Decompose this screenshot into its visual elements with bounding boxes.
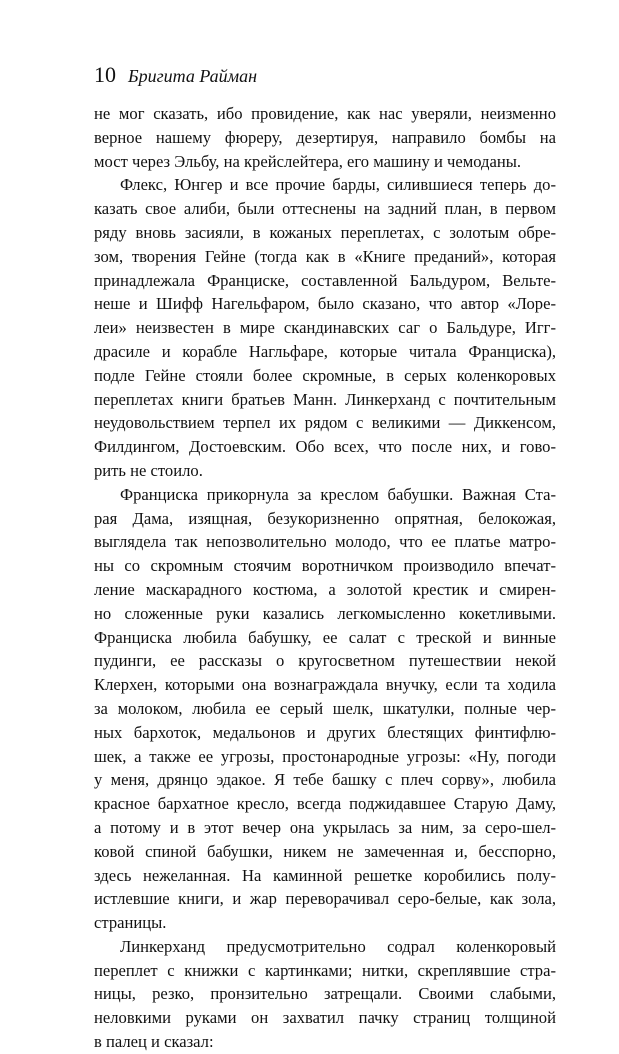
text-line: Клерхен, которыми она вознаграждала внучку, если та ходила xyxy=(94,675,556,695)
text-line: неше и Шифф Нагельфаром, было сказано, что автор «Лоре- xyxy=(94,294,556,314)
text-line: леи» неизвестен в мире скандинавских саг о Бальдуре, Игг- xyxy=(94,318,556,338)
text-line: ны со скромным стоячим воротничком производило впечат- xyxy=(94,556,556,576)
text-line: пудинги, ее рассказы о кругосветном путешествии некой xyxy=(94,651,556,671)
text-line: драсиле и корабле Нагльфаре, которые читала Франциска), xyxy=(94,341,556,361)
text-line: ницы, резко, пронзительно затрещали. Своими слабыми, xyxy=(94,984,556,1004)
text-line: неловкими руками он захватил пачку страниц толщиной xyxy=(94,1008,556,1028)
text-line: принадлежала Франциске, составленной Бальдуром, Вельте- xyxy=(94,270,556,290)
running-head xyxy=(94,62,556,90)
text-line: Филдингом, Достоевским. Обо всех, что после них, и гово- xyxy=(94,437,556,457)
text-line: в палец и сказал: xyxy=(94,1032,214,1052)
text-line: здесь нежеланная. На каминной решетке коробились полу- xyxy=(94,865,556,885)
text-line: переплетах книги братьев Манн. Линкерханд с почтительным xyxy=(94,389,556,409)
text-line: верное нашему фюреру, дезертируя, направило бомбы на xyxy=(94,127,556,147)
text-line: выглядела так непозволительно молодо, что ее платье матро- xyxy=(94,532,556,552)
text-line: шек, а также ее угрозы, простонародные угрозы: «Ну, погоди xyxy=(94,746,556,766)
text-line: Франциска прикорнула за креслом бабушки. Важная Ста- xyxy=(120,484,556,504)
text-line: ных бархоток, медальонов и других блестящих финтифлю- xyxy=(94,722,556,742)
text-line: а потому и в этот вечер она укрылась за ним, за серо-шел- xyxy=(94,817,556,837)
text-line: страницы. xyxy=(94,913,167,933)
header-author: Бригита Райман xyxy=(128,66,258,86)
book-page xyxy=(94,62,556,1054)
text-line: ковой спиной бабушки, никем не замеченная и, бесспорно, xyxy=(94,841,556,861)
text-line: подле Гейне стояли более скромные, в серых коленкоровых xyxy=(94,365,556,385)
text-line: истлевшие книги, и жар переворачивал серо-белые, как зола, xyxy=(94,889,556,909)
text-line: рая Дама, изящная, безукоризненно опрятная, белокожая, xyxy=(94,508,556,528)
text-line: за молоком, любила ее серый шелк, шкатулки, полные чер- xyxy=(94,698,556,718)
text-line: ряду вновь засияли, в кожаных переплетах, с золотым обре- xyxy=(94,222,556,242)
text-line: но сложенные руки казались легкомысленно кокетливыми. xyxy=(94,603,556,623)
text-line: Флекс, Юнгер и все прочие барды, силившиеся теперь до- xyxy=(120,175,556,195)
text-line: казать свое алиби, были оттеснены на задний план, в первом xyxy=(94,199,556,219)
text-line: ление маскарадного костюма, а золотой крестик и смирен- xyxy=(94,579,556,599)
text-line: Франциска любила бабушку, ее салат с треской и винные xyxy=(94,627,556,647)
page-number: 10 xyxy=(94,62,116,87)
text-line: зом, творения Гейне (тогда как в «Книге преданий», которая xyxy=(94,246,556,266)
text-line: переплет с книжки с картинками; нитки, скреплявшие стра- xyxy=(94,960,556,980)
text-line: не мог сказать, ибо провидение, как нас уверяли, неизменно xyxy=(94,104,556,123)
text-line: у меня, дрянцо эдакое. Я тебе башку с плеч сорву», любила xyxy=(94,770,556,790)
body-text xyxy=(94,102,556,1054)
text-line: рить не стоило. xyxy=(94,460,203,480)
text-line: неудовольствием терпел их рядом с великими — Диккенсом, xyxy=(94,413,556,433)
text-line: Линкерханд предусмотрительно содрал коленкоровый xyxy=(120,936,556,956)
text-line: мост через Эльбу, на крейслейтера, его машину и чемоданы. xyxy=(94,151,522,171)
text-line: красное бархатное кресло, всегда поджидавшее Старую Даму, xyxy=(94,794,556,814)
